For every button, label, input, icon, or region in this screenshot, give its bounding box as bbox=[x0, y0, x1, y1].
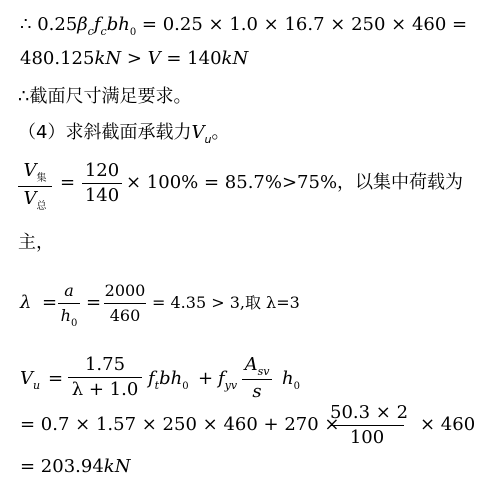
step-4-end: 。 bbox=[211, 122, 230, 143]
h0-subscript: 0 bbox=[70, 318, 78, 329]
vu-sub: u bbox=[33, 379, 41, 392]
vu-h0-term bbox=[282, 368, 300, 393]
unit-kn-2: kN bbox=[221, 48, 249, 69]
ratio-number-fraction bbox=[82, 160, 122, 207]
ratio-rest: × 100% = 85.7%>75%，以集中荷载为 bbox=[126, 172, 464, 193]
vu-symbol-block bbox=[20, 368, 40, 392]
fc-symbol: f bbox=[93, 14, 101, 35]
s-symbol: s bbox=[252, 381, 262, 402]
result-line bbox=[20, 456, 130, 478]
fyv-term bbox=[218, 368, 237, 392]
ft-sub: t bbox=[154, 379, 160, 392]
ratio-numerator: 120 bbox=[84, 160, 120, 181]
therefore-symbol: ∴ bbox=[20, 14, 32, 35]
vu-subscript: u bbox=[204, 133, 212, 146]
asv-fraction bbox=[242, 354, 272, 403]
v-symbol: V bbox=[147, 48, 161, 69]
beta-subscript: c bbox=[87, 25, 94, 38]
vu-coef-den: λ + 1.0 bbox=[71, 379, 139, 400]
v-concentrated: V bbox=[23, 160, 37, 181]
result-unit: kN bbox=[103, 456, 131, 477]
asv-sub: sv bbox=[257, 365, 270, 378]
v-concentrated-sub: 集 bbox=[36, 173, 47, 184]
vu-symbol: V bbox=[191, 122, 205, 143]
h-subscript: 0 bbox=[129, 27, 137, 38]
result-value: = 203.94 bbox=[20, 456, 104, 477]
vu-coef-fraction bbox=[68, 354, 142, 401]
calc-tail: × 460 bbox=[420, 414, 476, 435]
vu-ft-term bbox=[148, 368, 189, 393]
span-numerator: 2000 bbox=[104, 281, 146, 300]
step-4-label: （4）求斜截面承载力 bbox=[18, 122, 192, 143]
line1-rhs: = 0.25 × 1.0 × 16.7 × 250 × 460 = bbox=[141, 14, 468, 35]
asv-symbol: A bbox=[244, 354, 258, 375]
calc-denominator: 100 bbox=[349, 427, 385, 448]
span-fraction bbox=[104, 280, 146, 327]
fc-subscript: c bbox=[100, 25, 107, 38]
a-over-h0-fraction bbox=[58, 280, 80, 330]
vu-coef-num: 1.75 bbox=[84, 354, 126, 375]
ratio-denominator: 140 bbox=[84, 185, 120, 206]
span-denominator: 460 bbox=[109, 306, 141, 325]
lambda-eq1: = bbox=[42, 292, 58, 313]
fyv-sub: yv bbox=[224, 379, 238, 392]
calc-fraction bbox=[330, 402, 409, 449]
fyv-symbol: f bbox=[218, 368, 225, 389]
a-symbol: a bbox=[64, 281, 74, 300]
vu-plus: + bbox=[198, 368, 214, 389]
h0-symbol: h bbox=[282, 368, 294, 389]
ratio-continued: 主， bbox=[18, 232, 54, 253]
ratio-eq: = bbox=[60, 172, 76, 193]
formula-line-1 bbox=[20, 14, 467, 39]
ft-symbol: f bbox=[148, 368, 155, 389]
calc-lead: = 0.7 × 1.57 × 250 × 460 + 270 × bbox=[20, 414, 340, 435]
unit-kn: kN bbox=[94, 48, 122, 69]
vu-h0-sub: 0 bbox=[182, 381, 189, 392]
greater-than: > bbox=[121, 48, 148, 69]
h0-sub: 0 bbox=[293, 381, 300, 392]
v-total: V bbox=[23, 188, 37, 209]
vu-bh: bh bbox=[159, 368, 183, 389]
bh-symbol: bh bbox=[106, 14, 130, 35]
step-4-heading bbox=[18, 122, 229, 146]
lambda-symbol: λ bbox=[20, 292, 32, 313]
lambda-eq2: = bbox=[86, 292, 102, 313]
lambda-rest: = 4.35 > 3,取 λ=3 bbox=[152, 293, 300, 312]
coefficient: 0.25 bbox=[37, 14, 78, 35]
beta-symbol: β bbox=[77, 14, 88, 35]
capacity-value: 480.125 bbox=[20, 48, 95, 69]
h-symbol: h bbox=[60, 306, 71, 325]
v-value: = 140 bbox=[160, 48, 222, 69]
vu-v: V bbox=[20, 368, 33, 389]
vu-eq: = bbox=[48, 368, 64, 389]
formula-line-2 bbox=[20, 48, 248, 70]
section-ok-text: ∴截面尺寸满足要求。 bbox=[18, 86, 192, 107]
v-total-sub: 总 bbox=[36, 201, 47, 212]
calc-numerator: 50.3 × 2 bbox=[330, 402, 409, 423]
ratio-fraction bbox=[18, 160, 52, 213]
